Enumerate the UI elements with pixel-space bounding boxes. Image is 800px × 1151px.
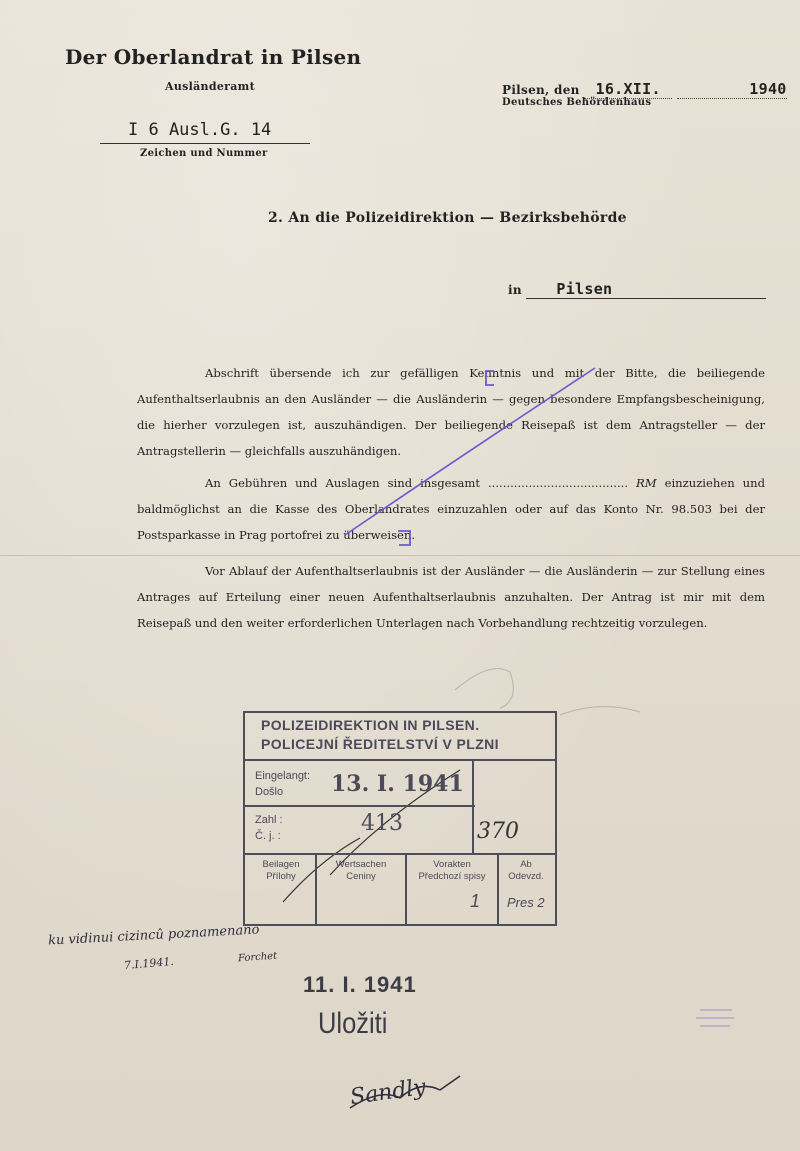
- col-attachments-cz: Přílohy: [266, 871, 296, 882]
- handwritten-note-date: 7.I.1941.: [123, 954, 175, 973]
- zahl-label-de: Zahl :: [255, 814, 283, 826]
- pencil-strike-line: [345, 368, 595, 535]
- pencil-bracket-close: [398, 531, 410, 545]
- destination-city: Pilsen: [526, 280, 766, 299]
- faint-pencil-scribble: [455, 669, 640, 715]
- received-date: 13. I. 1941: [331, 771, 464, 797]
- place-label: Pilsen, den: [502, 83, 580, 97]
- stamp-col-attachments: [249, 859, 313, 883]
- filing-date-stamp: 11. I. 1941: [303, 972, 417, 997]
- stamp-col-prior-files: [408, 859, 496, 883]
- stamp-divider-v4: [497, 853, 499, 924]
- stamp-rule-2: [245, 805, 475, 807]
- stamp-divider-v1: [472, 759, 474, 855]
- addressee-line: 2. An die Polizeidirektion — Bezirksbehörde: [268, 210, 627, 226]
- issuing-authority: Der Oberlandrat in Pilsen: [65, 45, 362, 69]
- stamp-rule-1: [245, 759, 555, 761]
- stamp-col-valuables: [319, 859, 403, 883]
- office-name: Ausländeramt: [165, 80, 255, 93]
- handwritten-initials: Forchet: [237, 950, 278, 965]
- stamp-rule-3: [245, 853, 555, 855]
- filing-instruction-stamp: Uložiti: [318, 1007, 388, 1040]
- stamp-header: [261, 716, 499, 754]
- stamp-divider-v2: [315, 853, 317, 924]
- paragraph-2-part-b: einzuziehen und baldmöglichst an die Kasse des Oberlandrates einzuzahlen oder auf das Konto Nr. 98.503 bei der Postsparkasse in Prag portofrei zu überweisen.: [137, 476, 765, 542]
- received-label-de: Eingelangt:: [255, 770, 311, 782]
- final-signature: Sandly: [348, 1074, 428, 1111]
- stamp-col-handed: [500, 859, 552, 883]
- file-number-caption: Zeichen und Nummer: [140, 148, 268, 159]
- pencil-bracket-open: [486, 371, 494, 385]
- paragraph-2-part-a: An Gebühren und Auslagen sind insgesamt: [205, 476, 481, 490]
- col-attachments-de: Beilagen: [262, 859, 300, 870]
- reception-stamp: [243, 711, 557, 926]
- margin-marks: [696, 1010, 734, 1026]
- col-valuables-cz: Ceniny: [346, 871, 376, 882]
- paragraph-2-text: An Gebühren und Auslagen sind insgesamt ...................................... RM einzuziehen und baldmöglichst an die Kasse des Oberlandrates einzuzahlen oder auf das Konto Nr. 98.503 bei der Postsparkasse in Prag portofrei zu überweisen.: [137, 476, 765, 542]
- date-value: 16.XII.: [584, 80, 672, 99]
- handed-value: Pres 2: [507, 895, 545, 910]
- col-handed-cz: Odevzd.: [508, 871, 544, 882]
- handwritten-note: ku vidinui cizincû poznamenano: [47, 922, 260, 949]
- zahl-label-cz: Č. j. :: [255, 830, 281, 842]
- stamp-header-cz: POLICEJNÍ ŘEDITELSTVÍ V PLZNI: [261, 736, 499, 752]
- handwritten-number: 370: [477, 819, 519, 844]
- stamp-divider-v3: [405, 853, 407, 924]
- col-prior-files-de: Vorakten: [433, 859, 471, 870]
- building-name: Deutsches Behördenhaus: [502, 97, 652, 108]
- prior-files-value: 1: [470, 891, 481, 911]
- in-label: in: [508, 283, 522, 297]
- col-prior-files-cz: Předchozí spisy: [418, 871, 486, 882]
- paragraph-3-text: Vor Ablauf der Aufenthaltserlaubnis ist der Ausländer — die Ausländerin — zur Stellung eines Antrages auf Erteilung einer neuen Aufenthaltserlaubnis anzuhalten. Der Antrag ist mir mit dem Reisepaß und den weiter erforderlichen Unterlagen nach Vorbehandlung rechtzeitig vorzulegen.: [137, 564, 765, 630]
- registry-number: 413: [361, 811, 403, 836]
- stamp-header-de: POLIZEIDIREKTION IN PILSEN.: [261, 717, 480, 733]
- col-handed-de: Ab: [520, 859, 532, 870]
- year-value: 40: [767, 80, 787, 98]
- currency-label: RM: [636, 476, 657, 490]
- file-number: I 6 Ausl.G. 14: [128, 120, 272, 140]
- year-prefix: 19: [749, 80, 768, 98]
- col-valuables-de: Wertsachen: [335, 859, 387, 870]
- received-label-cz: Došlo: [255, 786, 284, 798]
- paragraph-1-text: Abschrift übersende ich zur gefälligen Kenntnis und mit der Bitte, die beiliegende Aufenthaltserlaubnis an den Ausländer — die Ausländerin — gegen besondere Empfangsbescheinigung, die hierher vorzulegen ist, auszuhändigen. Der beiliegende Reisepaß ist dem Antragsteller — der Antragstellerin — gleichfalls auszuhändigen.: [137, 366, 765, 458]
